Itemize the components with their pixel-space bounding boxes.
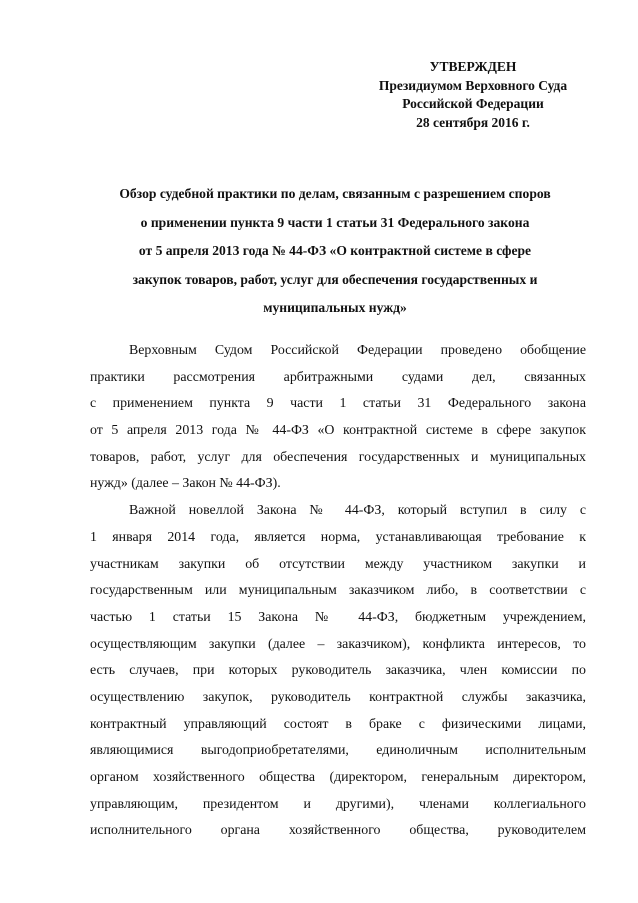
- body-line: являющимися выгодоприобретателями, единоличным исполнительным: [90, 743, 586, 759]
- body-line: от 5 апреля 2013 года № 44-ФЗ «О контрактной системе в сфере закупок: [90, 423, 586, 439]
- body-line: исполнительного органа хозяйственного общества, руководителем: [90, 823, 586, 839]
- body-line: товаров, работ, услуг для обеспечения государственных и муниципальных: [90, 449, 586, 465]
- body-line: Верховным Судом Российской Федерации проведено обобщение: [129, 343, 586, 358]
- body-line: Важной новеллой Закона № 44-ФЗ, который вступил в силу с: [129, 503, 586, 519]
- document-title: [84, 180, 586, 323]
- body-line: органом хозяйственного общества (директором, генеральным директором,: [90, 770, 586, 785]
- title-line: муниципальных нужд»: [263, 300, 407, 315]
- approval-stamp: [360, 58, 586, 132]
- document-body: [90, 338, 586, 845]
- body-line: практики рассмотрения арбитражными судами дел, связанных: [90, 369, 586, 385]
- body-line: частью 1 статьи 15 Закона № 44-ФЗ, бюджетным учреждением,: [90, 609, 586, 625]
- body-line: управляющим, президентом и другими), членами коллегиального: [90, 796, 586, 812]
- body-line: с применением пункта 9 части 1 статьи 31 Федерального закона: [90, 396, 586, 412]
- body-line: нужд» (далее – Закон № 44-ФЗ).: [90, 476, 281, 492]
- title-line: закупок товаров, работ, услуг для обеспечения государственных и: [132, 271, 538, 287]
- approval-line: Российской Федерации: [402, 96, 544, 111]
- body-line: осуществляющим закупки (далее – заказчиком), конфликта интересов, то: [90, 636, 586, 652]
- approval-date: 28 сентября 2016 г.: [416, 114, 530, 130]
- title-line: Обзор судебной практики по делам, связанным с разрешением споров: [119, 186, 551, 201]
- title-line: о применении пункта 9 части 1 статьи 31 Федерального закона: [140, 214, 530, 230]
- body-line: государственным или муниципальным заказчиком либо, в соответствии с: [90, 583, 586, 599]
- body-line: есть случаев, при которых руководитель заказчика, член комиссии по: [90, 663, 586, 679]
- body-line: контрактный управляющий состоят в браке с физическими лицами,: [90, 716, 586, 732]
- body-line: осуществлению закупок, руководитель контрактной службы заказчика,: [90, 689, 586, 705]
- body-line: 1 января 2014 года, является норма, устанавливающая требование к: [90, 529, 586, 545]
- approval-line: УТВЕРЖДЕН: [429, 59, 517, 74]
- approval-line: Президиумом Верховного Суда: [378, 77, 568, 93]
- title-line: от 5 апреля 2013 года № 44-ФЗ «О контрактной системе в сфере: [138, 243, 532, 258]
- body-line: участникам закупки об отсутствии между участником закупки и: [90, 556, 586, 572]
